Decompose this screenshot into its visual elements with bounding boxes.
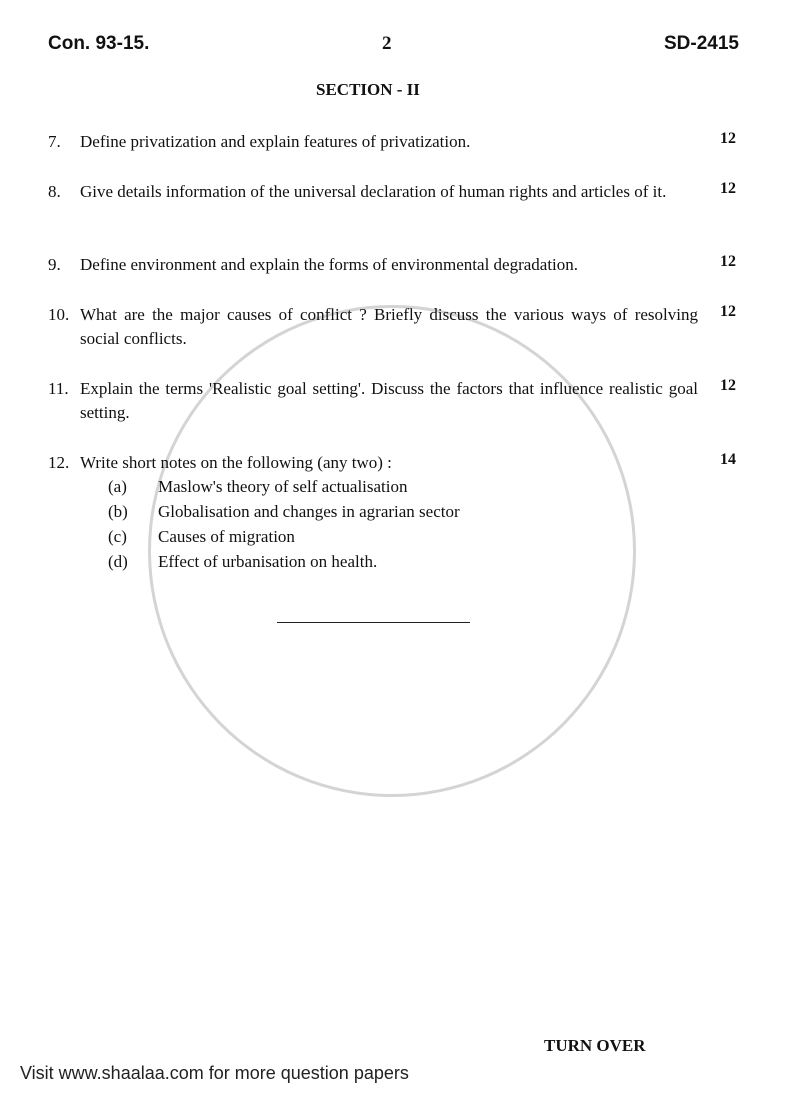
subitem-b-text: Globalisation and changes in agrarian sector	[158, 502, 460, 521]
subitem-c-label: (c)	[108, 527, 127, 546]
question-8: 8. Give details information of the universal declaration of human rights and articles of it.	[48, 182, 667, 201]
subitem-d-text: Effect of urbanisation on health.	[158, 552, 378, 571]
end-rule	[277, 622, 470, 623]
subitem-a-text: Maslow's theory of self actualisation	[158, 477, 408, 496]
subitem-a-label: (a)	[108, 477, 127, 496]
marks-8: 12	[720, 180, 736, 197]
marks-10: 12	[720, 303, 736, 320]
subitem-b-label: (b)	[108, 502, 128, 521]
question-12: 12. Write short notes on the following (any two) :	[48, 453, 392, 472]
marks-11: 12	[720, 377, 736, 394]
subitem-c-text: Causes of migration	[158, 527, 295, 546]
subitem-d-label: (d)	[108, 552, 128, 571]
question-11: 11. Explain the terms 'Realistic goal setting'. Discuss the factors that influence realistic goal setting.	[48, 379, 698, 422]
question-7: 7. Define privatization and explain features of privatization.	[48, 132, 471, 151]
paper-code: Con. 93-15.	[48, 33, 150, 54]
paper-id: SD-2415	[664, 33, 739, 54]
footer-link[interactable]: Visit www.shaalaa.com for more question papers	[20, 1063, 409, 1083]
question-9: 9. Define environment and explain the forms of environmental degradation.	[48, 255, 579, 274]
marks-9: 12	[720, 253, 736, 270]
question-10: 10. What are the major causes of conflict ? Briefly discuss the various ways of resolving social conflicts.	[48, 305, 698, 348]
page-number: 2	[382, 33, 392, 54]
turn-over: TURN OVER	[544, 1036, 646, 1055]
marks-7: 12	[720, 130, 736, 147]
marks-12: 14	[720, 451, 736, 468]
section-title: SECTION - II	[316, 80, 420, 99]
